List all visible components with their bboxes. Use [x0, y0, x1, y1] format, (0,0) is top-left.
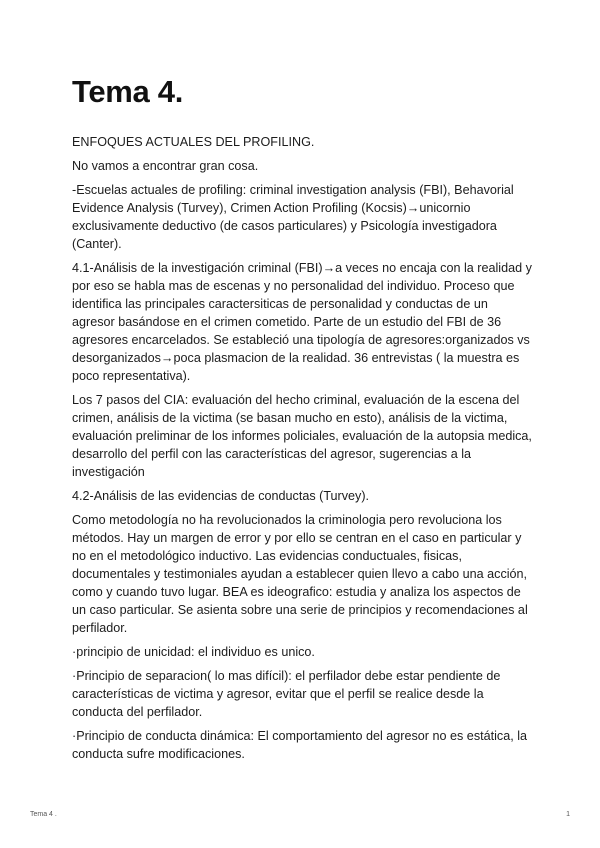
- list-item: ·principio de unicidad: el individuo es unico.: [72, 645, 315, 659]
- list-item: ·Principio de conducta dinámica: El comportamiento del agresor no es estática, la conducta sufre modificaciones.: [72, 729, 528, 761]
- paragraph: -Escuelas actuales de profiling: criminal investigation analysis (FBI), Behavorial Evidence Analysis (Turvey), Crimen Action Profiling (Kocsis)→unicornio exclusivamente deductivo (de casos particulares) y Psicología investigadora (Canter).: [72, 183, 514, 251]
- list-item: ·Principio de separacion( lo mas difícil): el perfilador debe estar pendiente de características de victima y agresor, evitar que el perfil se realice desde la conducta del perfilador.: [72, 669, 501, 719]
- paragraph: Los 7 pasos del CIA: evaluación del hecho criminal, evaluación de la escena del crimen, análisis de la victima (se basan mucho en esto), análisis de la victima, evaluación preliminar de los informes policiales, evaluación de la autopsia medica, desarrollo del perfil con las características del agresor, sugerencias a la investigación: [72, 393, 532, 479]
- paragraph: 4.1-Análisis de la investigación criminal (FBI)→a veces no encaja con la realidad y por eso se habla mas de escenas y no personalidad del individuo. Proceso que identifica las principales caractersiticas de personalidad y conductas de un agresor basándose en el crimen cometido. Parte de un estudio del FBI de 36 agresores encarcelados. Se estableció una tipología de agresores:organizados vs desorganizados→poca plasmacion de la realidad. 36 entrevistas ( la muestra es poco representativa).: [72, 261, 532, 383]
- paragraph: No vamos a encontrar gran cosa.: [72, 159, 259, 173]
- section-heading: ENFOQUES ACTUALES DEL PROFILING.: [72, 135, 315, 149]
- paragraph: Como metodología no ha revolucionados la criminologia pero revoluciona los métodos. Hay un margen de error y por ello se centran en el caso en particular y no en el metodológico inductivo. Las evidencias conductuales, fisicas, documentales y testimoniales ayudan a establecer quien llevo a cabo una acción, como y cuando tuvo lugar. BEA es ideografico: estudia y analiza los aspectos de un caso particular. Se asienta sobre una serie de principios y recomendaciones al perfilador.: [72, 513, 528, 635]
- document-body: [72, 133, 534, 769]
- page-number: 1: [566, 811, 570, 818]
- footer-label: Tema 4 .: [30, 811, 57, 818]
- subsection-heading: 4.2-Análisis de las evidencias de conductas (Turvey).: [72, 489, 370, 503]
- page-title: Tema 4.: [72, 74, 184, 109]
